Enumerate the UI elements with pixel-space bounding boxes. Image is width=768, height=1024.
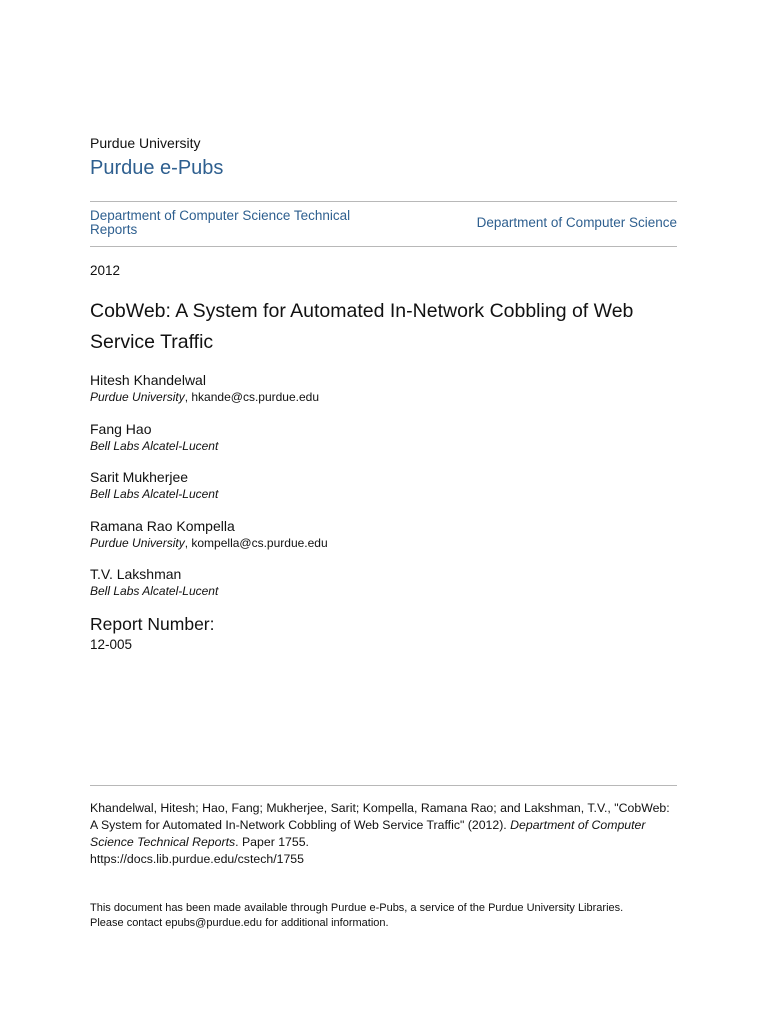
affiliation-name: Bell Labs Alcatel-Lucent <box>90 584 219 598</box>
citation-text: Khandelwal, Hitesh; Hao, Fang; Mukherjee, Sarit; Kompella, Ramana Rao; and Lakshman, T.V., "CobWeb: A System for Automated In-Network Cobbling of Web Service Traffic" (2012). <box>90 801 670 832</box>
publication-year: 2012 <box>90 263 121 278</box>
divider <box>90 246 677 247</box>
divider <box>90 201 677 202</box>
report-number-label: Report Number: <box>90 614 215 634</box>
citation-block <box>90 800 677 868</box>
divider <box>90 785 677 786</box>
author-affiliation <box>90 438 677 454</box>
availability-notice <box>90 901 677 931</box>
citation-series: Department of Computer Science Technical Reports <box>90 818 646 849</box>
collection-link-tech-reports[interactable]: Department of Computer Science Technical Reports <box>90 208 351 237</box>
author-email: , hkande@cs.purdue.edu <box>184 390 319 404</box>
author-entry <box>90 372 677 421</box>
author-name: T.V. Lakshman <box>90 566 182 582</box>
author-name: Fang Hao <box>90 420 152 437</box>
author-name: Sarit Mukherjee <box>90 469 189 485</box>
citation-url-link[interactable]: https://docs.lib.purdue.edu/cstech/1755 <box>90 852 304 866</box>
author-entry <box>90 566 677 615</box>
author-email: , kompella@cs.purdue.edu <box>184 535 328 550</box>
author-list <box>90 372 677 615</box>
author-affiliation <box>90 583 677 599</box>
author-entry <box>90 469 677 518</box>
author-entry <box>90 518 677 567</box>
institution-name: Purdue University <box>90 135 201 151</box>
affiliation-name: Bell Labs Alcatel-Lucent <box>90 487 219 501</box>
document-title[interactable]: CobWeb: A System for Automated In-Network Cobbling of Web Service Traffic <box>90 300 634 353</box>
author-name: Hitesh Khandelwal <box>90 372 206 388</box>
author-affiliation <box>90 535 677 551</box>
notice-line-1: This document has been made available through Purdue e-Pubs, a service of the Purdue University Libraries. <box>90 902 624 914</box>
author-affiliation <box>90 486 677 502</box>
notice-line-2: Please contact epubs@purdue.edu for additional information. <box>90 917 389 929</box>
affiliation-name: Purdue University <box>90 535 185 550</box>
affiliation-name: Purdue University <box>90 390 185 404</box>
report-number-value: 12-005 <box>90 637 133 652</box>
citation-paper: . Paper 1755. <box>235 835 309 849</box>
affiliation-name: Bell Labs Alcatel-Lucent <box>90 438 219 453</box>
collection-link-department[interactable]: Department of Computer Science <box>476 215 677 230</box>
repository-link[interactable]: Purdue e-Pubs <box>90 157 224 179</box>
author-entry <box>90 421 677 470</box>
cover-page <box>90 0 677 1024</box>
author-name: Ramana Rao Kompella <box>90 517 235 534</box>
author-affiliation <box>90 389 677 405</box>
